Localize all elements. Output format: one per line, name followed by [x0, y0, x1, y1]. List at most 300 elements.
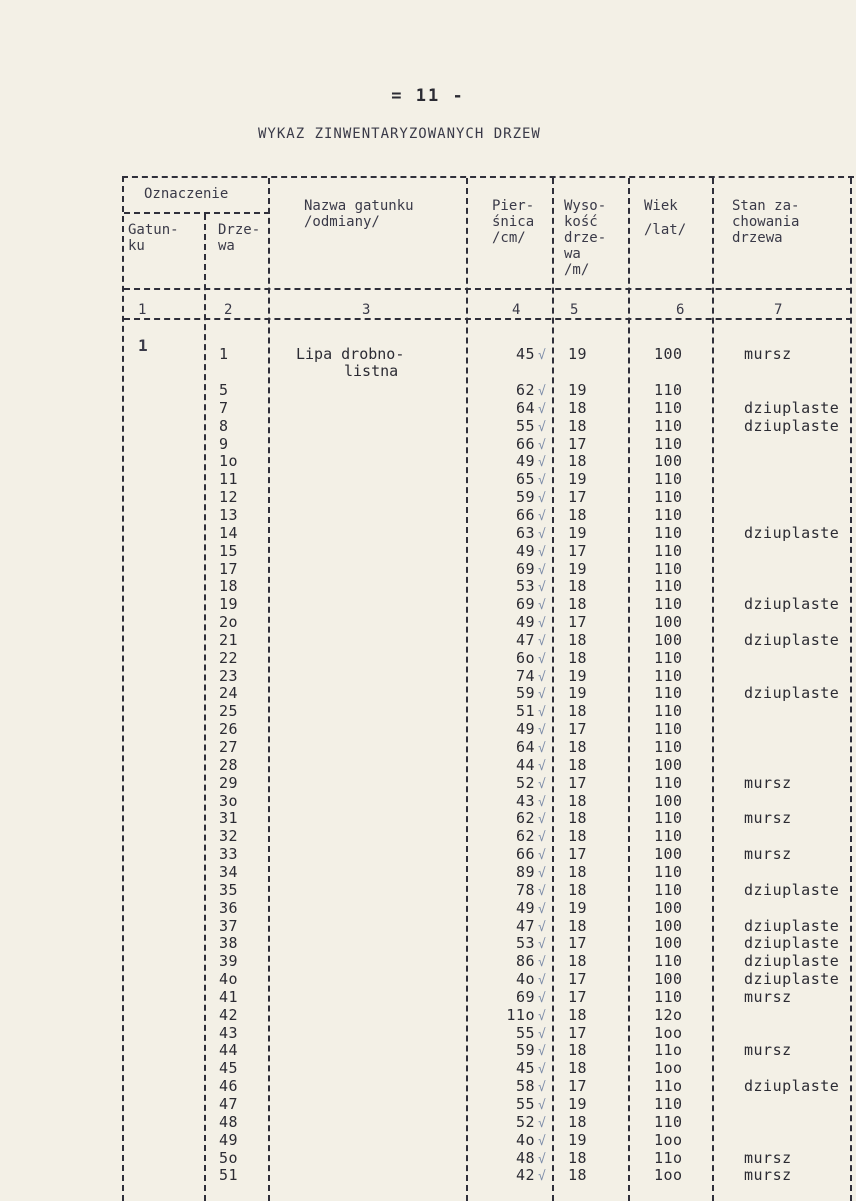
- tree-age: 1oo: [654, 1023, 683, 1042]
- tree-condition: mursz: [744, 345, 792, 363]
- tree-height: 18: [568, 398, 588, 417]
- check-mark-icon: √: [538, 919, 547, 935]
- trunk-circumference: 4o: [515, 1130, 535, 1149]
- tree-height: 19: [568, 470, 588, 489]
- tree-age: 110: [654, 559, 683, 578]
- tree-age: 110: [654, 505, 683, 524]
- table-row: [124, 935, 854, 953]
- tree-number: 38: [219, 934, 239, 953]
- tree-number: 13: [219, 505, 239, 524]
- tree-condition: dziuplaste: [744, 630, 840, 649]
- divider-header: [124, 288, 852, 290]
- tree-number: 12: [219, 488, 239, 507]
- trunk-circumference: 4o: [515, 970, 535, 989]
- trunk-circumference: 62: [515, 809, 535, 828]
- trunk-circumference: 53: [515, 934, 535, 953]
- trunk-circumference: 66: [515, 845, 535, 864]
- tree-inventory-table: [122, 176, 854, 1201]
- tree-age: 100: [654, 934, 683, 953]
- tree-age: 110: [654, 880, 683, 899]
- trunk-circumference: 74: [515, 666, 535, 685]
- check-mark-icon: √: [538, 937, 547, 953]
- tree-number: 11: [219, 470, 239, 489]
- tree-condition: dziuplaste: [744, 523, 840, 542]
- check-mark-icon: √: [538, 491, 547, 507]
- tree-condition: mursz: [744, 1041, 792, 1060]
- trunk-circumference: 49: [515, 452, 535, 471]
- tree-condition: dziuplaste: [744, 970, 840, 989]
- tree-age: 110: [654, 738, 683, 756]
- tree-height: 17: [568, 488, 588, 507]
- tree-number: 42: [219, 1005, 239, 1024]
- table-row: [124, 1167, 854, 1185]
- tree-condition: dziuplaste: [744, 952, 840, 971]
- trunk-circumference: 52: [515, 773, 535, 792]
- trunk-circumference: 58: [515, 1077, 535, 1096]
- table-row: [124, 471, 854, 489]
- check-mark-icon: √: [538, 633, 547, 649]
- table-row: [124, 828, 854, 846]
- trunk-circumference: 78: [515, 880, 535, 899]
- tree-number: 47: [219, 1095, 239, 1113]
- table-row: [124, 543, 854, 561]
- trunk-circumference: 69: [515, 987, 535, 1006]
- tree-age: 100: [654, 452, 683, 471]
- tree-condition: mursz: [744, 773, 792, 792]
- colnum-2: 2: [224, 302, 233, 318]
- table-row: [124, 846, 854, 864]
- table-row: [124, 739, 854, 757]
- check-mark-icon: √: [538, 883, 547, 899]
- table-row: [124, 953, 854, 971]
- tree-age: 110: [654, 987, 683, 1006]
- table-row: [124, 1007, 854, 1025]
- tree-height: 18: [568, 738, 588, 756]
- tree-age: 110: [654, 1095, 683, 1113]
- tree-number: 29: [219, 773, 239, 792]
- check-mark-icon: √: [538, 455, 547, 471]
- species-number: 1: [138, 336, 148, 355]
- check-mark-icon: √: [538, 687, 547, 703]
- tree-age: 110: [654, 595, 683, 614]
- tree-age: 100: [654, 630, 683, 649]
- colnum-7: 7: [774, 302, 783, 318]
- check-mark-icon: √: [538, 848, 547, 864]
- check-mark-icon: √: [538, 990, 547, 1006]
- tree-age: 110: [654, 809, 683, 828]
- check-mark-icon: √: [538, 723, 547, 739]
- tree-number: 44: [219, 1041, 239, 1060]
- tree-age: 100: [654, 345, 683, 363]
- table-row: [124, 489, 854, 507]
- table-row: [124, 668, 854, 686]
- tree-condition: dziuplaste: [744, 684, 840, 703]
- tree-number: 9: [219, 434, 229, 453]
- page-number: = 11 -: [391, 86, 465, 106]
- tree-age: 110: [654, 416, 683, 435]
- tree-number: 41: [219, 987, 239, 1006]
- tree-number: 1o: [219, 452, 239, 471]
- tree-age: 110: [654, 470, 683, 489]
- tree-height: 17: [568, 845, 588, 864]
- table-row: [124, 578, 854, 596]
- tree-age: 1oo: [654, 1059, 683, 1078]
- table-row: [124, 989, 854, 1007]
- tree-height: 18: [568, 416, 588, 435]
- trunk-circumference: 89: [515, 862, 535, 881]
- tree-age: 100: [654, 845, 683, 864]
- trunk-circumference: 55: [515, 1095, 535, 1113]
- tree-height: 18: [568, 755, 588, 774]
- tree-number: 18: [219, 577, 239, 596]
- tree-age: 110: [654, 1112, 683, 1131]
- tree-age: 110: [654, 952, 683, 971]
- tree-number: 48: [219, 1112, 239, 1131]
- tree-condition: dziuplaste: [744, 416, 840, 435]
- table-row: [124, 721, 854, 739]
- check-mark-icon: √: [538, 669, 547, 685]
- check-mark-icon: √: [538, 1133, 547, 1149]
- tree-age: 100: [654, 791, 683, 810]
- trunk-circumference: 64: [515, 398, 535, 417]
- trunk-circumference: 55: [515, 416, 535, 435]
- tree-height: 19: [568, 1130, 588, 1149]
- check-mark-icon: √: [538, 705, 547, 721]
- tree-height: 19: [568, 523, 588, 542]
- tree-age: 1oo: [654, 1166, 683, 1185]
- tree-condition: dziuplaste: [744, 916, 840, 935]
- tree-number: 36: [219, 898, 239, 917]
- header-oznaczenie: Oznaczenie: [144, 186, 229, 202]
- check-mark-icon: √: [538, 616, 547, 632]
- table-row: [124, 596, 854, 614]
- colnum-1: 1: [138, 302, 147, 318]
- check-mark-icon: √: [538, 598, 547, 614]
- check-mark-icon: √: [538, 508, 547, 524]
- trunk-circumference: 45: [515, 345, 535, 363]
- check-mark-icon: √: [538, 401, 547, 417]
- tree-height: 18: [568, 862, 588, 881]
- check-mark-icon: √: [538, 1008, 547, 1024]
- trunk-circumference: 62: [515, 381, 535, 399]
- trunk-circumference: 49: [515, 541, 535, 560]
- trunk-circumference: 6o: [515, 648, 535, 667]
- trunk-circumference: 59: [515, 1041, 535, 1060]
- header-stan: Stan za- chowania drzewa: [732, 198, 800, 246]
- tree-height: 18: [568, 1005, 588, 1024]
- tree-height: 19: [568, 898, 588, 917]
- tree-condition: mursz: [744, 1148, 792, 1167]
- tree-number: 28: [219, 755, 239, 774]
- tree-number: 46: [219, 1077, 239, 1096]
- tree-height: 17: [568, 1077, 588, 1096]
- tree-age: 110: [654, 398, 683, 417]
- tree-height: 17: [568, 613, 588, 632]
- table-row: [124, 685, 854, 703]
- table-row: [124, 1150, 854, 1168]
- tree-condition: dziuplaste: [744, 880, 840, 899]
- header-nazwa-gatunku: Nazwa gatunku /odmiany/: [304, 198, 414, 230]
- tree-condition: dziuplaste: [744, 398, 840, 417]
- species-name-line1: Lipa drobno-: [296, 345, 405, 363]
- table-row: [124, 900, 854, 918]
- check-mark-icon: √: [538, 1151, 547, 1167]
- tree-number: 24: [219, 684, 239, 703]
- tree-height: 19: [568, 1095, 588, 1113]
- trunk-circumference: 66: [515, 434, 535, 453]
- check-mark-icon: √: [538, 973, 547, 989]
- tree-number: 4o: [219, 970, 239, 989]
- table-row: [124, 882, 854, 900]
- trunk-circumference: 11o: [506, 1005, 535, 1024]
- trunk-circumference: 69: [515, 559, 535, 578]
- table-row: [124, 632, 854, 650]
- trunk-circumference: 47: [515, 916, 535, 935]
- tree-age: 110: [654, 434, 683, 453]
- header-gatunku: Gatun- ku: [128, 222, 179, 254]
- tree-height: 18: [568, 880, 588, 899]
- check-mark-icon: √: [538, 473, 547, 489]
- table-row: [124, 971, 854, 989]
- check-mark-icon: √: [538, 526, 547, 542]
- trunk-circumference: 49: [515, 898, 535, 917]
- tree-height: 18: [568, 952, 588, 971]
- header-wiek: Wiek /lat/: [644, 198, 687, 238]
- trunk-circumference: 48: [515, 1148, 535, 1167]
- tree-height: 17: [568, 434, 588, 453]
- table-row: [124, 1042, 854, 1060]
- table-row: [124, 614, 854, 632]
- table-row: [124, 561, 854, 579]
- check-mark-icon: √: [538, 901, 547, 917]
- check-mark-icon: √: [538, 812, 547, 828]
- check-mark-icon: √: [538, 776, 547, 792]
- tree-number: 34: [219, 862, 239, 881]
- trunk-circumference: 44: [515, 755, 535, 774]
- tree-height: 18: [568, 505, 588, 524]
- tree-height: 19: [568, 381, 588, 399]
- tree-height: 17: [568, 934, 588, 953]
- check-mark-icon: √: [538, 562, 547, 578]
- tree-height: 18: [568, 1166, 588, 1185]
- tree-height: 18: [568, 809, 588, 828]
- tree-number: 23: [219, 666, 239, 685]
- check-mark-icon: √: [538, 955, 547, 971]
- table-row: [124, 1114, 854, 1132]
- tree-age: 110: [654, 720, 683, 739]
- trunk-circumference: 59: [515, 488, 535, 507]
- tree-condition: mursz: [744, 987, 792, 1006]
- table-row: [124, 1078, 854, 1096]
- tree-number: 14: [219, 523, 239, 542]
- tree-age: 110: [654, 523, 683, 542]
- check-mark-icon: √: [538, 1169, 547, 1185]
- tree-age: 100: [654, 613, 683, 632]
- trunk-circumference: 42: [515, 1166, 535, 1185]
- table-row: [124, 525, 854, 543]
- check-mark-icon: √: [538, 1080, 547, 1096]
- tree-condition: dziuplaste: [744, 595, 840, 614]
- table-row: [124, 418, 854, 436]
- check-mark-icon: √: [538, 437, 547, 453]
- check-mark-icon: √: [538, 419, 547, 435]
- tree-number: 3o: [219, 791, 239, 810]
- tree-age: 110: [654, 827, 683, 846]
- check-mark-icon: √: [538, 348, 547, 363]
- check-mark-icon: √: [538, 758, 547, 774]
- tree-height: 18: [568, 791, 588, 810]
- tree-age: 11o: [654, 1148, 683, 1167]
- tree-number: 35: [219, 880, 239, 899]
- page-title: WYKAZ ZINWENTARYZOWANYCH DRZEW: [258, 126, 541, 142]
- tree-number: 27: [219, 738, 239, 756]
- table-row: [124, 1132, 854, 1150]
- tree-number: 39: [219, 952, 239, 971]
- divider-colnums: [124, 318, 852, 320]
- tree-height: 19: [568, 345, 588, 363]
- trunk-circumference: 52: [515, 1112, 535, 1131]
- tree-age: 110: [654, 862, 683, 881]
- check-mark-icon: √: [538, 1062, 547, 1078]
- trunk-circumference: 64: [515, 738, 535, 756]
- check-mark-icon: √: [538, 830, 547, 846]
- trunk-circumference: 66: [515, 505, 535, 524]
- tree-number: 26: [219, 720, 239, 739]
- tree-age: 11o: [654, 1041, 683, 1060]
- tree-number: 32: [219, 827, 239, 846]
- tree-age: 110: [654, 488, 683, 507]
- tree-number: 37: [219, 916, 239, 935]
- table-row: [124, 1060, 854, 1078]
- species-name: [296, 346, 404, 380]
- tree-number: 31: [219, 809, 239, 828]
- check-mark-icon: √: [538, 1115, 547, 1131]
- check-mark-icon: √: [538, 865, 547, 881]
- tree-height: 18: [568, 702, 588, 721]
- check-mark-icon: √: [538, 741, 547, 756]
- table-row: [124, 436, 854, 454]
- colnum-3: 3: [362, 302, 371, 318]
- table-row: [124, 1096, 854, 1114]
- tree-height: 17: [568, 970, 588, 989]
- tree-height: 18: [568, 630, 588, 649]
- tree-number: 51: [219, 1166, 239, 1185]
- colnum-4: 4: [512, 302, 521, 318]
- tree-number: 25: [219, 702, 239, 721]
- tree-age: 110: [654, 684, 683, 703]
- tree-height: 17: [568, 541, 588, 560]
- tree-height: 18: [568, 916, 588, 935]
- tree-number: 1: [219, 345, 229, 363]
- trunk-circumference: 49: [515, 613, 535, 632]
- tree-height: 17: [568, 773, 588, 792]
- tree-height: 19: [568, 559, 588, 578]
- tree-height: 18: [568, 577, 588, 596]
- tree-age: 12o: [654, 1005, 683, 1024]
- species-name-line2: listna: [344, 362, 399, 380]
- trunk-circumference: 69: [515, 595, 535, 614]
- trunk-circumference: 59: [515, 684, 535, 703]
- table-row: [124, 346, 854, 364]
- tree-number: 49: [219, 1130, 239, 1149]
- tree-condition: dziuplaste: [744, 934, 840, 953]
- tree-number: 45: [219, 1059, 239, 1078]
- tree-condition: mursz: [744, 809, 792, 828]
- tree-age: 110: [654, 702, 683, 721]
- tree-condition: mursz: [744, 845, 792, 864]
- tree-number: 43: [219, 1023, 239, 1042]
- tree-age: 110: [654, 773, 683, 792]
- trunk-circumference: 47: [515, 630, 535, 649]
- table-row: [124, 757, 854, 775]
- tree-height: 18: [568, 452, 588, 471]
- tree-age: 100: [654, 916, 683, 935]
- trunk-circumference: 63: [515, 523, 535, 542]
- tree-number: 21: [219, 630, 239, 649]
- table-row: [124, 453, 854, 471]
- tree-age: 110: [654, 577, 683, 596]
- colnum-5: 5: [570, 302, 579, 318]
- divider-group: [124, 212, 270, 214]
- table-row: [124, 810, 854, 828]
- tree-height: 17: [568, 720, 588, 739]
- tree-number: 17: [219, 559, 239, 578]
- trunk-circumference: 43: [515, 791, 535, 810]
- tree-age: 110: [654, 648, 683, 667]
- trunk-circumference: 65: [515, 470, 535, 489]
- tree-age: 1oo: [654, 1130, 683, 1149]
- tree-number: 15: [219, 541, 239, 560]
- table-row: [124, 382, 854, 400]
- table-row: [124, 793, 854, 811]
- trunk-circumference: 51: [515, 702, 535, 721]
- tree-height: 17: [568, 1023, 588, 1042]
- colnum-6: 6: [676, 302, 685, 318]
- tree-number: 33: [219, 845, 239, 864]
- check-mark-icon: √: [538, 544, 547, 560]
- tree-condition: mursz: [744, 1166, 792, 1185]
- header-wysokosc: Wyso- kość drze- wa /m/: [564, 198, 607, 278]
- trunk-circumference: 55: [515, 1023, 535, 1042]
- check-mark-icon: √: [538, 1044, 547, 1060]
- table-row: [124, 1025, 854, 1043]
- tree-height: 18: [568, 1148, 588, 1167]
- check-mark-icon: √: [538, 580, 547, 596]
- tree-height: 18: [568, 1112, 588, 1131]
- tree-number: 2o: [219, 613, 239, 632]
- table-row: [124, 650, 854, 668]
- tree-age: 100: [654, 898, 683, 917]
- check-mark-icon: √: [538, 384, 547, 399]
- tree-age: 100: [654, 970, 683, 989]
- header-drzewa: Drze- wa: [218, 222, 261, 254]
- table-row: [124, 507, 854, 525]
- table-row: [124, 918, 854, 936]
- tree-age: 100: [654, 755, 683, 774]
- tree-age: 110: [654, 381, 683, 399]
- tree-age: 110: [654, 666, 683, 685]
- check-mark-icon: √: [538, 794, 547, 810]
- tree-age: 11o: [654, 1077, 683, 1096]
- trunk-circumference: 53: [515, 577, 535, 596]
- tree-height: 18: [568, 827, 588, 846]
- trunk-circumference: 45: [515, 1059, 535, 1078]
- table-row: [124, 703, 854, 721]
- table-row: [124, 775, 854, 793]
- trunk-circumference: 62: [515, 827, 535, 846]
- table-row: [124, 400, 854, 418]
- check-mark-icon: √: [538, 651, 547, 667]
